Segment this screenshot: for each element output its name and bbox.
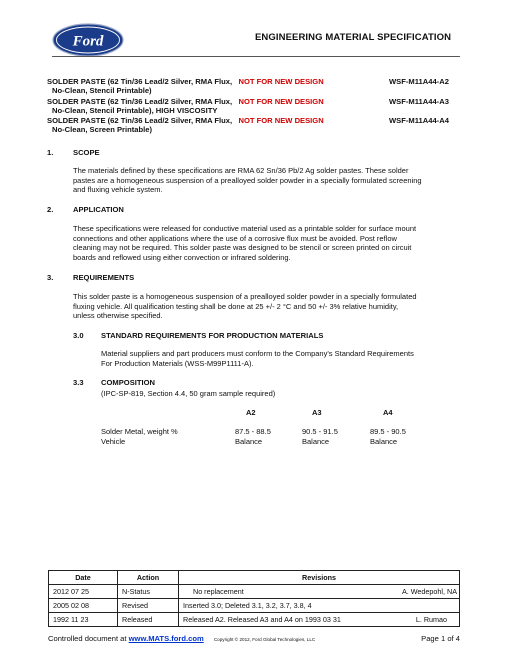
value-a2-vehicle: Balance (235, 437, 263, 446)
column-header-a3: A3 (312, 408, 322, 417)
mats-link[interactable]: www.MATS.ford.com (128, 634, 204, 643)
row-label-vehicle: Vehicle (101, 437, 126, 446)
section-number: 3.3 (73, 378, 84, 387)
cell-date: 2005 02 08 (49, 599, 118, 613)
text-line: unless otherwise specified. (73, 311, 163, 321)
composition-note: (IPC-SP-819, Section 4.4, 50 gram sample required) (101, 389, 276, 398)
status-not-for-new-design: NOT FOR NEW DESIGN (238, 116, 324, 125)
value-a4-solder-metal: 89.5 - 90.5 (370, 427, 406, 436)
cell-action: Revised (118, 599, 179, 613)
value-a2-solder-metal: 87.5 - 88.5 (235, 427, 271, 436)
revision-text: No replacement (193, 587, 244, 596)
application-paragraph (73, 224, 463, 262)
column-header-revisions: Revisions (179, 571, 460, 585)
cell-action: N-Status (118, 585, 179, 599)
document-title: ENGINEERING MATERIAL SPECIFICATION (255, 32, 452, 43)
cell-revision (179, 613, 460, 627)
spec-entry-a4 (47, 116, 467, 134)
text-line: For Production Materials (WSS-M99P1111-A). (101, 358, 254, 368)
spec-subtitle: No-Clean, Stencil Printable), HIGH VISCOSITY (52, 106, 218, 115)
standard-requirements-paragraph (101, 349, 461, 368)
table-header-row (49, 571, 460, 585)
copyright-text: Copyright © 2012, Ford Global Technologies, LLC (213, 637, 316, 642)
section-heading-application: APPLICATION (73, 205, 124, 214)
section-heading-scope: SCOPE (73, 148, 100, 157)
text-line: Material suppliers and part producers must conform to the Company's Standard Requirements (101, 349, 414, 358)
section-heading-standard-requirements: STANDARD REQUIREMENTS FOR PRODUCTION MATERIALS (101, 331, 324, 340)
spec-subtitle: No-Clean, Stencil Printable) (52, 86, 152, 95)
value-a3-solder-metal: 90.5 - 91.5 (302, 427, 338, 436)
section-heading-composition: COMPOSITION (101, 378, 156, 387)
text-line: pastes are a homogeneous suspension of a prealloyed solder powder in a specially formulated screening (73, 175, 422, 185)
spec-code: WSF-M11A44-A3 (389, 97, 449, 106)
table-row (49, 585, 460, 599)
column-header-action: Action (118, 571, 179, 585)
table-row (49, 613, 460, 627)
value-a4-vehicle: Balance (370, 437, 398, 446)
spec-entry-a3 (47, 97, 467, 115)
svg-text:Ford: Ford (72, 33, 104, 50)
text-line: and fluxing vehicle system. (73, 185, 163, 195)
status-not-for-new-design: NOT FOR NEW DESIGN (238, 97, 324, 106)
section-number: 3. (47, 273, 54, 282)
spec-title: SOLDER PASTE (62 Tin/36 Lead/2 Silver, RMA Flux, (47, 116, 233, 125)
text-line: This solder paste is a homogeneous suspension of a prealloyed solder powder in a specially formulated (73, 292, 417, 301)
cell-revision (179, 585, 460, 599)
cell-date: 1992 11 23 (49, 613, 118, 627)
header-divider (52, 56, 460, 57)
text-line: fluxing vehicle. All qualification testing shall be done at 25 +/- 2 °C and 50 +/- 3% relative humidity, (73, 301, 399, 311)
cell-revision (179, 599, 460, 613)
section-number: 3.0 (73, 331, 84, 340)
status-not-for-new-design: NOT FOR NEW DESIGN (238, 77, 324, 86)
revision-text: Released A2. Released A3 and A4 on 1993 03 31 (183, 615, 341, 624)
footer-prefix: Controlled document at (48, 634, 127, 643)
column-header-a2: A2 (246, 408, 256, 417)
text-line: The materials defined by these specifications are RMA 62 Sn/36 Pb/2 Ag solder pastes. These solder (73, 166, 409, 175)
revision-author: A. Wedepohl, NA (401, 587, 457, 596)
table-row (49, 599, 460, 613)
column-header-date: Date (49, 571, 118, 585)
column-header-a4: A4 (383, 408, 393, 417)
revision-author: L. Rumao (415, 615, 447, 624)
section-number: 2. (47, 205, 54, 214)
text-line: connections and other applications where the use of a corrosive flux must be avoided. Post reflow (73, 233, 397, 243)
page-number: Page 1 of 4 (421, 634, 460, 643)
requirements-paragraph (73, 292, 463, 321)
text-line: These specifications were released for conductive material used as a printable solder for surface mount (73, 224, 417, 233)
spec-entry-a2 (47, 77, 467, 95)
spec-title: SOLDER PASTE (62 Tin/36 Lead/2 Silver, RMA Flux, (47, 77, 233, 86)
section-number: 1. (47, 148, 54, 157)
revisions-table (48, 570, 460, 627)
revision-text: Inserted 3.0; Deleted 3.1, 3.2, 3.7, 3.8, 4 (183, 601, 312, 610)
spec-code: WSF-M11A44-A4 (389, 116, 449, 125)
spec-subtitle: No-Clean, Screen Printable) (52, 125, 153, 134)
row-label-solder-metal: Solder Metal, weight % (101, 427, 178, 436)
spec-title: SOLDER PASTE (62 Tin/36 Lead/2 Silver, RMA Flux, (47, 97, 233, 106)
cell-action: Released (118, 613, 179, 627)
cell-date: 2012 07 25 (49, 585, 118, 599)
page-footer (48, 634, 460, 643)
value-a3-vehicle: Balance (302, 437, 330, 446)
ford-logo (52, 23, 124, 57)
text-line: boards and reflowed using either convection or infrared soldering. (73, 252, 291, 262)
scope-paragraph (73, 166, 463, 195)
spec-code: WSF-M11A44-A2 (389, 77, 449, 86)
text-line: cleaning may not be required. This solder paste was designed to be stencil or screen printed on circuit (73, 243, 412, 253)
section-heading-requirements: REQUIREMENTS (73, 273, 135, 282)
